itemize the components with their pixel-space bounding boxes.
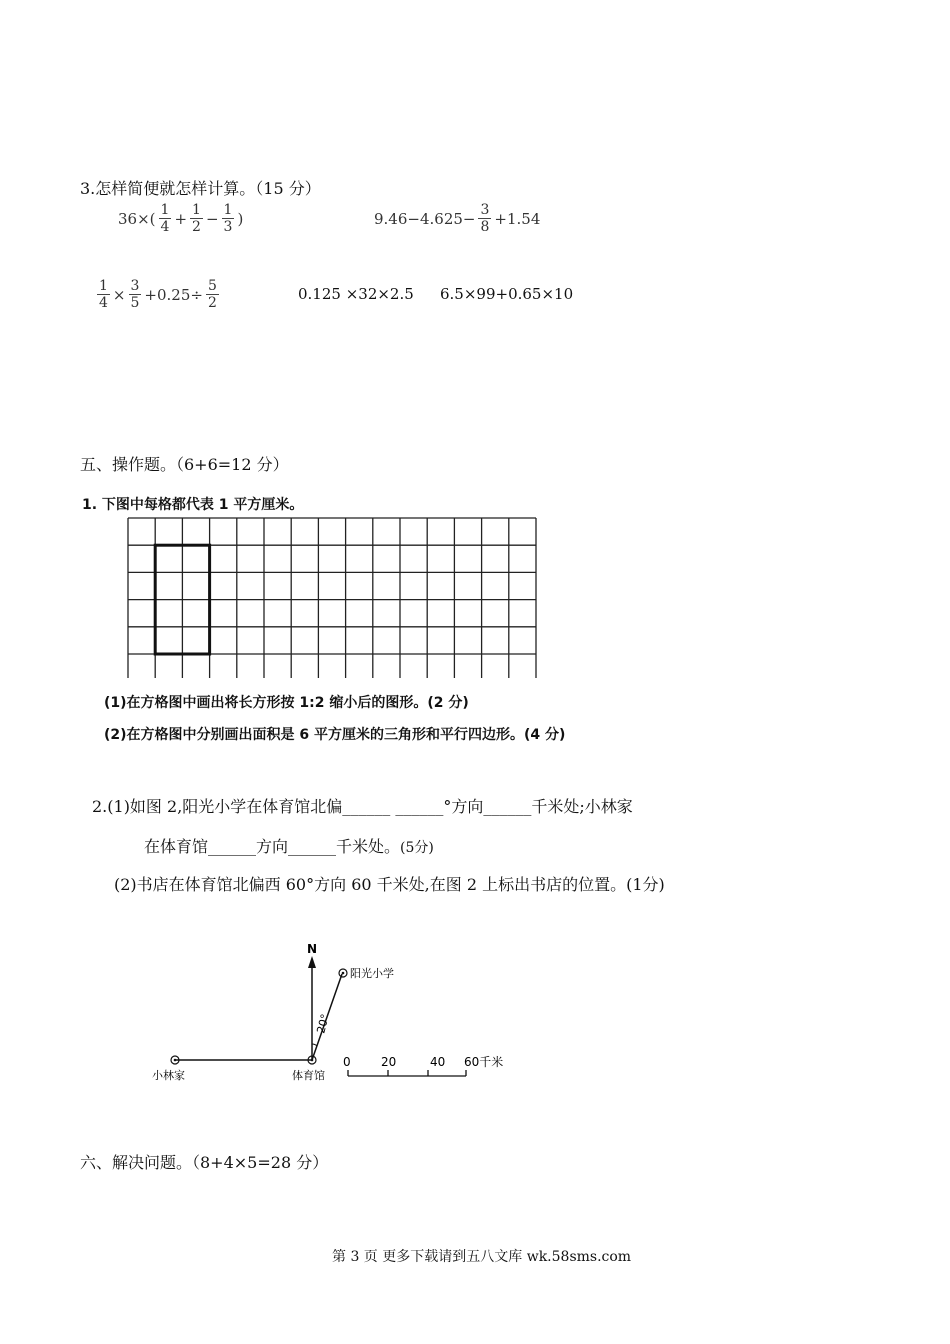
q2-line-2 <box>144 834 434 857</box>
section-6-title: 六、解决问题。（8+4×5=28 分） <box>80 1153 329 1172</box>
fraction: $\frac{3}{5}$ <box>130 278 140 311</box>
school-label: 阳光小学 <box>350 967 394 980</box>
expr-5: 6.5×99+0.65×10 <box>440 285 574 303</box>
expr-4: 0.125 ×32×2.5 <box>298 285 414 303</box>
scale-label-0: 0 <box>343 1055 351 1069</box>
north-arrow-icon <box>308 956 316 968</box>
q1-sub-2: (2)在方格图中分别画出面积是 6 平方厘米的三角形和平行四边形。(4 分) <box>104 727 566 743</box>
q2-line-2-score: (5分) <box>400 840 434 856</box>
operator: +0.25÷ <box>144 285 203 304</box>
operator: ) <box>237 209 244 228</box>
q2-line-1: 2.(1)如图 2,阳光小学在体育馆北偏______ ______°方向______千米处;小林家 <box>92 797 633 816</box>
q1-title: 1. 下图中每格都代表 1 平方厘米。 <box>82 497 304 513</box>
expr-2-suffix: +1.54 <box>494 209 541 228</box>
q2-line-3: (2)书店在体育馆北偏西 60°方向 60 千米处,在图 2 上标出书店的位置。(1分) <box>114 875 665 894</box>
scale-label-40: 40 <box>430 1055 446 1069</box>
square-grid <box>126 516 540 678</box>
expr-2 <box>372 202 542 235</box>
fraction: $\frac{5}{2}$ <box>207 278 217 311</box>
fraction: $\frac{1}{3}$ <box>223 202 233 235</box>
operator: − <box>205 209 219 228</box>
operator: × <box>112 285 126 304</box>
q1-sub-1: (1)在方格图中画出将长方形按 1:2 缩小后的图形。(2 分) <box>104 695 469 711</box>
expr-1 <box>116 202 245 235</box>
fraction: $\frac{1}{2}$ <box>192 202 201 235</box>
scale-label-20: 20 <box>381 1055 397 1069</box>
angle-label: 20° <box>314 1012 332 1035</box>
expr-2-prefix: 9.46−4.625− <box>374 209 476 228</box>
gym-label: 体育馆 <box>292 1069 325 1082</box>
q2-line-2-text: 在体育馆______方向______千米处。 <box>144 837 401 856</box>
page-footer: 第 3 页 更多下载请到五八文库 wk.58sms.com <box>332 1249 632 1265</box>
operator: + <box>174 209 188 228</box>
north-label: N <box>307 942 318 956</box>
direction-diagram <box>140 940 520 1090</box>
fraction: $\frac{3}{8}$ <box>480 202 490 235</box>
scale-label-60: 60千米 <box>464 1055 504 1069</box>
q3-title: 3.怎样简便就怎样计算。（15 分） <box>80 179 321 198</box>
fraction: $\frac{1}{4}$ <box>160 202 170 235</box>
fraction: $\frac{1}{4}$ <box>99 278 108 311</box>
home-label: 小林家 <box>152 1069 185 1082</box>
expr-1-prefix: 36×( <box>118 209 156 228</box>
section-5-title: 五、操作题。（6+6=12 分） <box>80 455 289 474</box>
expr-3 <box>96 278 220 311</box>
